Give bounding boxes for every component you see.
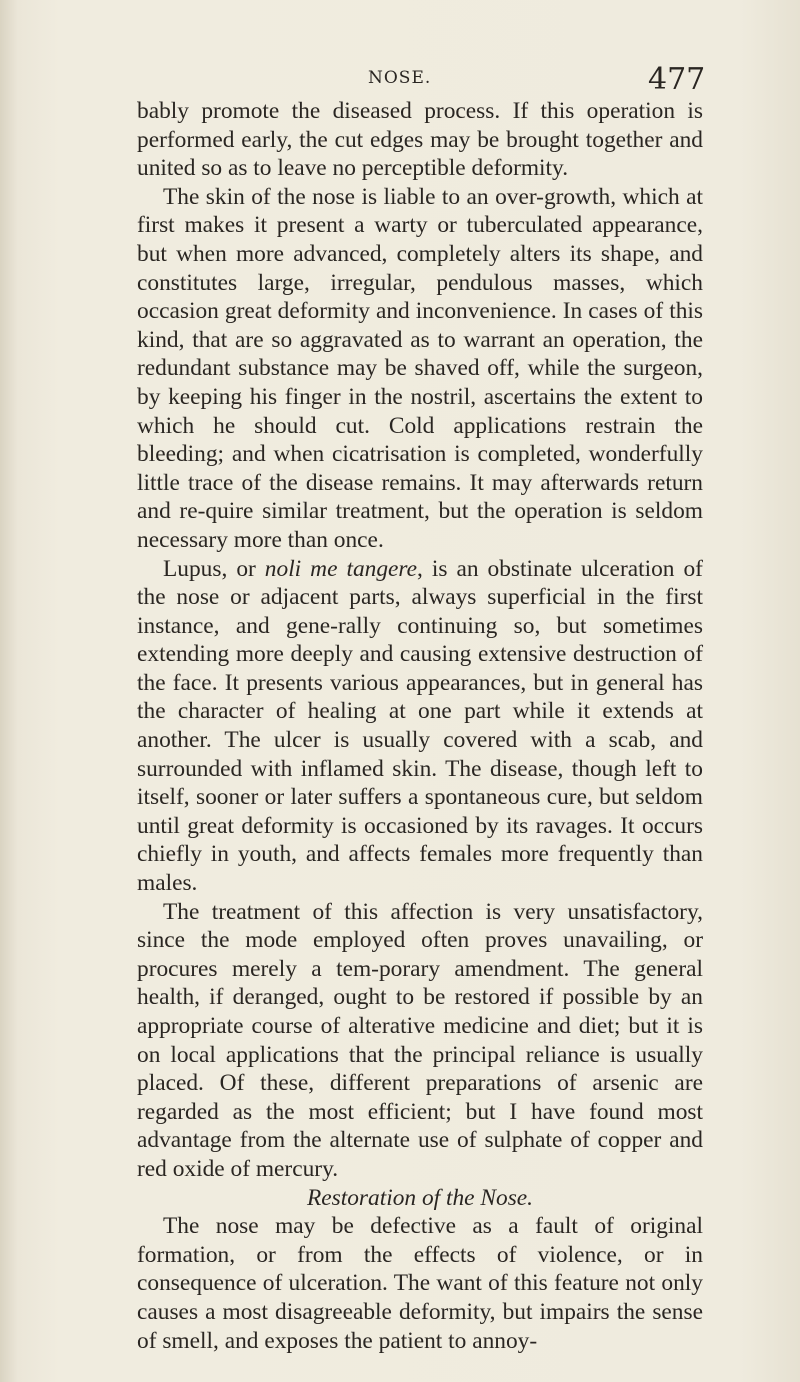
running-head: NOSE. <box>368 68 432 88</box>
paragraph-restoration: The nose may be defective as a fault of original formation, or from the effects of violence, or in consequence of ulceration. The want of this feature not only causes a most disagreeable deformity, but impairs the sense of smell, and exposes the patient to annoy- <box>137 1213 703 1354</box>
section-heading: Restoration of the Nose. <box>306 1184 534 1211</box>
page-number: 477 <box>648 62 706 97</box>
lupus-term: noli me tangere <box>264 555 418 582</box>
page-body <box>137 97 703 1355</box>
paragraph-lupus <box>137 555 703 898</box>
lupus-lead: Lupus, or <box>163 555 265 582</box>
lupus-text: , is an obstinate ulceration of the nose or adjacent parts, always superficial in the first instance, and gene-rally continuing so, but sometimes extending more deeply and causing extensive destruction of the face. It presents various appearances, but in general has the character of healing at one part while it extends at another. The ulcer is usually covered with a scab, and surrounded with inflamed skin. The disease, though left to itself, sooner or later suffers a spontaneous cure, but seldom until great deformity is occasioned by its ravages. It occurs chiefly in youth, and affects females more frequently than males. <box>137 555 703 897</box>
paragraph-skin-overgrowth: The skin of the nose is liable to an over-growth, which at first makes it present a warty or tuberculated appearance, but when more advanced, completely alters its shape, and constitutes large, irregular, pendulous masses, which occasion great deformity and inconvenience. In cases of this kind, that are so aggravated as to warrant an operation, the redundant substance may be shaved off, while the surgeon, by keeping his finger in the nostril, ascertains the extent to which he should cut. Cold applications restrain the bleeding; and when cicatrisation is completed, wonderfully little trace of the disease remains. It may afterwards return and re-quire similar treatment, but the operation is seldom necessary more than once. <box>137 183 703 553</box>
page-header <box>0 62 800 98</box>
paragraph-continuation: bably promote the diseased process. If this operation is performed early, the cut edges may be brought together and united so as to leave no perceptible deformity. <box>137 98 703 182</box>
paragraph-treatment: The treatment of this affection is very unsatisfactory, since the mode employed often proves unavailing, or procures merely a tem-porary amendment. The general health, if deranged, ought to be restored if possible by an appropriate course of alterative medicine and diet; but it is on local applications that the principal reliance is usually placed. Of these, different preparations of arsenic are regarded as the most efficient; but I have found most advantage from the alternate use of sulphate of copper and red oxide of mercury. <box>137 898 703 1182</box>
